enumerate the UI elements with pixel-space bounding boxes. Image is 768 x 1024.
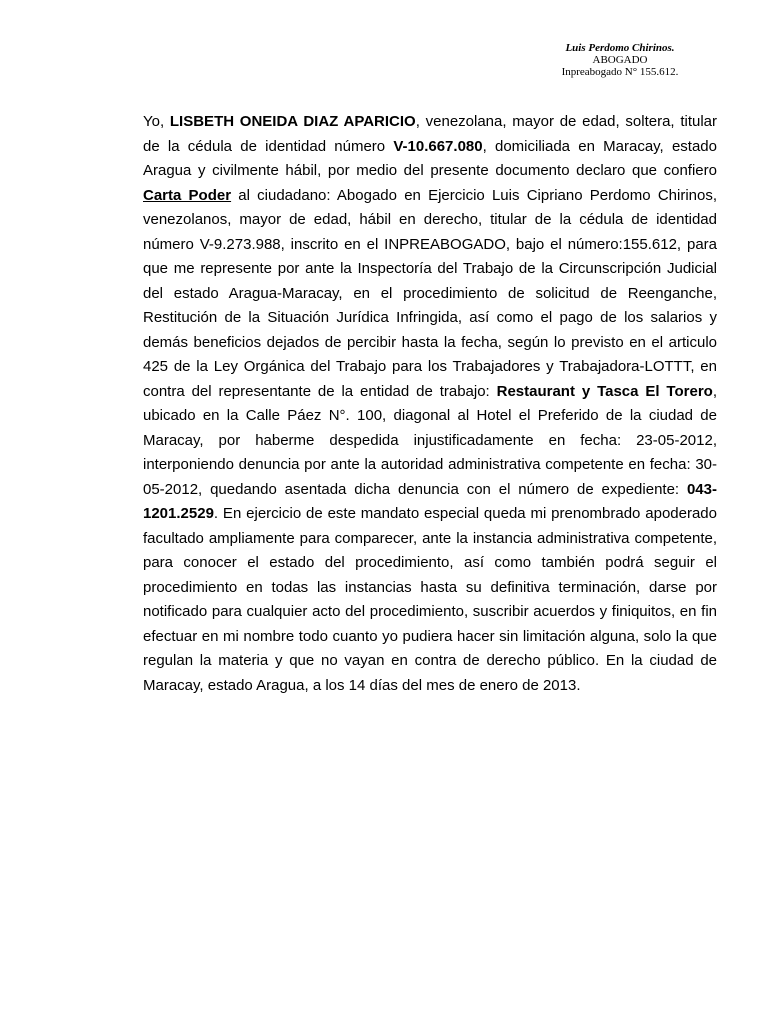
body-segment: . En ejercicio de este mandato especial queda mi prenombrado apoderado facultado ampliamente para comparecer, ante la instancia administrativa competente, para conocer el estado del procedimiento, así como también podrá seguir el procedimiento en todas las instancias hasta su definitiva terminación, darse por notificado para cualquier acto del procedimiento, suscribir acuerdos y finiquitos, en fin efectuar en mi nombre todo cuanto yo pudiera hacer sin limitación alguna, solo la que regulan la materia y que no vayan en contra de derecho público. En la ciudad de Maracay, estado Aragua, a los 14 días del mes de enero de 2013. [143, 505, 717, 694]
lawyer-title: ABOGADO [592, 54, 648, 66]
body-segment: al ciudadano: Abogado en Ejercicio Luis Cipriano Perdomo Chirinos, venezolanos, mayor de edad, hábil en derecho, titular de la cédula de identidad número V-9.273.988, inscrito en el INPREABOGADO, bajo el número:155.612, para que me represente por ante la Inspectoría del Trabajo de la Circunscripción Judicial del estado Aragua-Maracay, en el procedimiento de solicitud de Reenganche, Restitución de la Situación Jurídica Infringida, así como el pago de los salarios y demás beneficios dejados de percibir hasta la fecha, según lo previsto en el articulo 425 de la Ley Orgánica del Trabajo para los Trabajadores y Trabajadora-LOTTT, en contra del representante de la entidad de trabajo: [143, 186, 718, 400]
id-number: V-10.667.080 [393, 137, 483, 155]
body-segment: , domiciliada en Maracay, estado Aragua y civilmente hábil, por medio del presente documento declaro que confiero [143, 137, 717, 179]
lawyer-name: Luis Perdomo Chirinos. [565, 42, 675, 54]
body-segment: Yo, [143, 113, 170, 130]
registration-number: Inpreabogado N° 155.612. [561, 66, 679, 78]
grantor-name: LISBETH ONEIDA DIAZ APARICIO [169, 113, 416, 130]
body-segment: , ubicado en la Calle Páez N°. 100, diagonal al Hotel el Preferido de la ciudad de Maracay, por haberme despedida injustificadamente en fecha: 23-05-2012, interponiendo denuncia por ante la autoridad administrativa competente en fecha: 30-05-2012, quedando asentada dicha denuncia con el número de expediente: [143, 382, 717, 498]
letterhead [500, 42, 740, 78]
document-type: Carta Poder [143, 186, 232, 204]
business-name: Restaurant y Tasca El Torero [496, 382, 713, 400]
body-segment: , venezolana, mayor de edad, soltera, titular de la cédula de identidad número [143, 113, 717, 155]
document-body [143, 110, 717, 698]
case-number: 043-1201.2529 [143, 480, 717, 522]
